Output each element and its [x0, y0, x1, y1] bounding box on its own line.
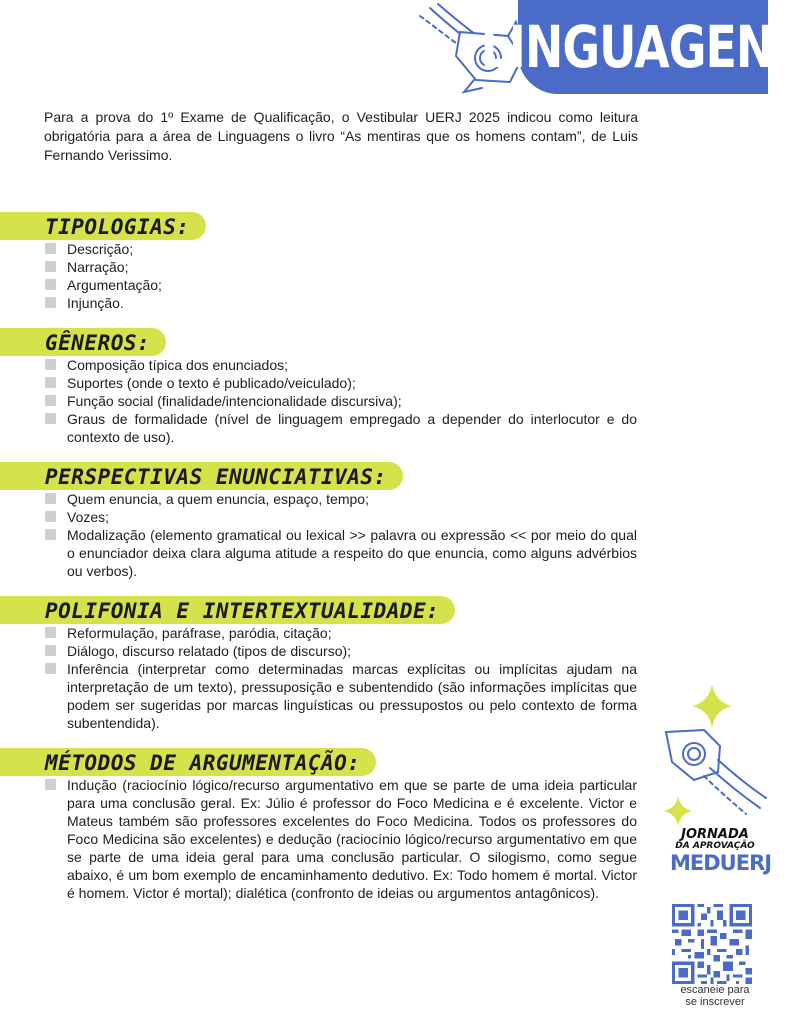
section-heading-bg — [0, 212, 206, 240]
section-heading: MÉTODOS DE ARGUMENTAÇÃO: — [45, 751, 361, 775]
section-heading: GÊNEROS: — [45, 331, 151, 355]
page-title: LINGUAGENS — [480, 13, 806, 81]
list-item: Suportes (onde o texto é publicado/veiculado); — [44, 374, 637, 392]
section-list — [0, 240, 640, 312]
list-item: Descrição; — [44, 240, 637, 258]
qr-code[interactable] — [672, 904, 752, 984]
list-item: Narração; — [44, 258, 637, 276]
scan-caption-line1: escaneie para — [680, 984, 750, 996]
list-item: Quem enuncia, a quem enuncia, espaço, tempo; — [44, 490, 637, 508]
list-item: Injunção. — [44, 294, 637, 312]
rocket-icon — [666, 730, 766, 814]
section-tipologias — [0, 212, 640, 312]
list-item: Diálogo, discurso relatado (tipos de discurso); — [44, 642, 637, 660]
scan-caption — [668, 984, 762, 1008]
promo-logo — [670, 827, 772, 875]
section-heading-bg — [0, 748, 376, 776]
section-list — [0, 490, 640, 580]
promo-line1: JORNADA — [681, 827, 749, 842]
list-item: Reformulação, paráfrase, paródia, citação; — [44, 624, 637, 642]
scan-caption-line2: se inscrever — [685, 996, 745, 1008]
section-heading-bg — [0, 462, 403, 490]
section-generos — [0, 328, 640, 446]
section-list — [0, 624, 640, 732]
list-item: Modalização (elemento gramatical ou lexical >> palavra ou expressão << por meio do qual o enunciador deixa clara alguma atitude a respeito do que enuncia, como alguns advérbios ou verbos). — [44, 526, 637, 580]
section-heading: PERSPECTIVAS ENUNCIATIVAS: — [45, 465, 387, 489]
sparkle-icon — [664, 796, 692, 826]
section-heading-bg — [0, 596, 455, 624]
promo-line3: MEDUERJ — [670, 851, 772, 875]
section-heading: TIPOLOGIAS: — [45, 215, 190, 239]
section-list — [0, 776, 640, 902]
sparkle-icon — [692, 684, 732, 728]
section-list — [0, 356, 640, 446]
section-polifonia — [0, 596, 640, 732]
section-heading: POLIFONIA E INTERTEXTUALIDADE: — [45, 599, 440, 623]
section-heading-bg — [0, 328, 166, 356]
header-banner — [480, 0, 806, 94]
list-item: Graus de formalidade (nível de linguagem empregado a depender do interlocutor e do contexto de uso). — [44, 410, 637, 446]
list-item: Composição típica dos enunciados; — [44, 356, 637, 374]
promo-line2: DA APROVAÇÃO — [675, 841, 755, 851]
section-perspectivas — [0, 462, 640, 580]
intro-paragraph: Para a prova do 1º Exame de Qualificação, o Vestibular UERJ 2025 indicou como leitura obrigatória para a área de Linguagens o livro “As mentiras que os homens contam”, de Luis Fernando Verissimo. — [44, 109, 638, 163]
list-item: Vozes; — [44, 508, 637, 526]
list-item: Indução (raciocínio lógico/recurso argumentativo em que se parte de uma ideia particular para uma conclusão geral. Ex: Júlio é professor do Foco Medicina e é excelente. Victor e Mateus também são professores excelentes do Foco Medicina. Todos os professores do Foco Medicina são excelentes) e dedução (raciocínio lógico/recurso argumentativo em que se parte de uma ideia geral para uma conclusão particular. O silogismo, como segue abaixo, é um bom exemplo de encaminhamento dedutivo. Ex: Todo homem é mortal. Victor é homem. Victor é mortal); dialética (confronto de ideias ou argumentos antagônicos). — [44, 776, 637, 902]
list-item: Argumentação; — [44, 276, 637, 294]
section-metodos — [0, 748, 640, 902]
list-item: Função social (finalidade/intencionalidade discursiva); — [44, 392, 637, 410]
list-item: Inferência (interpretar como determinadas marcas explícitas ou implícitas ajudam na interpretação de um texto), pressuposição e subentendido (são informações implícitas que podem ser sugeridas por marcas linguísticas ou pressupostos ou pelo contexto de forma subentendida). — [44, 660, 637, 732]
